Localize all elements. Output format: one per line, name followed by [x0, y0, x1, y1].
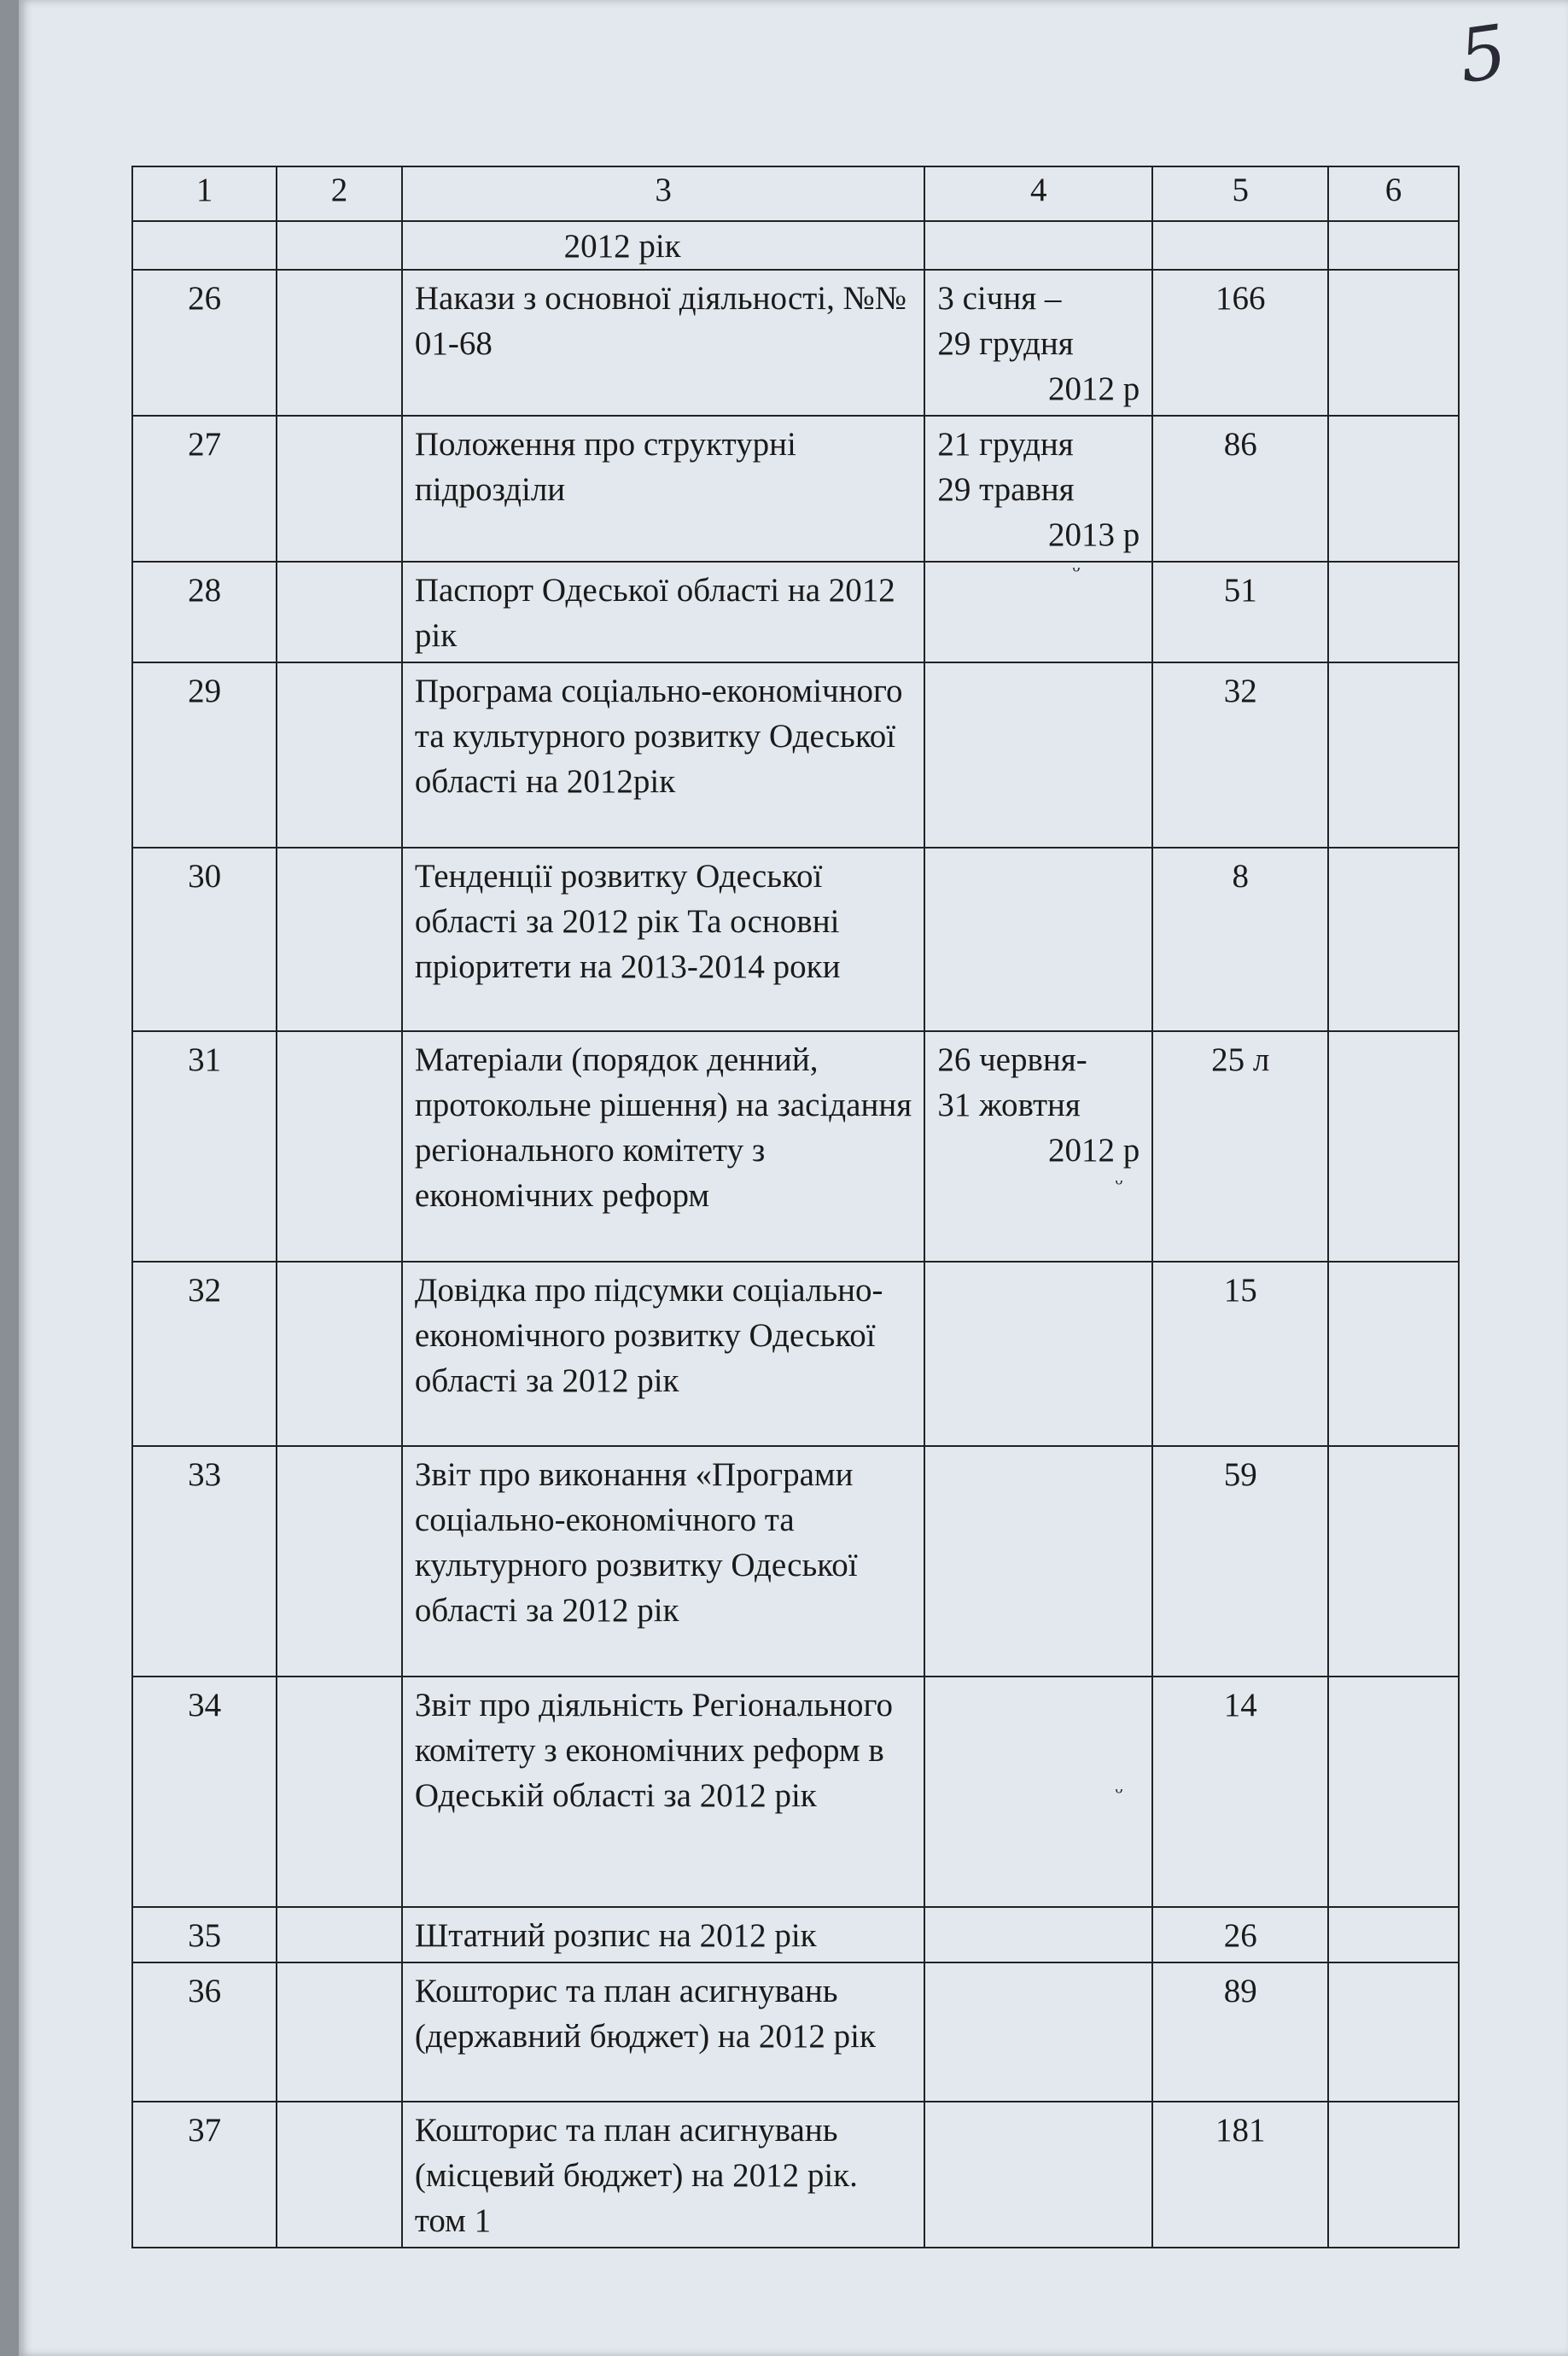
file-number: 32: [132, 1262, 277, 1446]
table-row: [132, 1907, 1459, 1962]
sheet-count: 89: [1152, 1962, 1328, 2102]
file-number: 34: [132, 1677, 277, 1907]
date-start: 26 червня-: [937, 1041, 1087, 1078]
sheet-count: 15: [1152, 1262, 1328, 1446]
column-header: 3: [402, 166, 924, 221]
file-dates: [924, 1677, 1152, 1907]
file-title: Звіт про діяльність Регіонального комітету з економічних реформ в Одеській області за 2012 рік: [402, 1677, 924, 1907]
column-header: 6: [1328, 166, 1459, 221]
date-start: 3 січня –: [937, 280, 1062, 317]
column-header: 1: [132, 166, 277, 221]
year-section-row: [132, 221, 1459, 270]
column-number-row: [132, 166, 1459, 221]
file-title: Штатний розпис на 2012 рік: [402, 1907, 924, 1962]
file-dates: [924, 662, 1152, 848]
file-title: Кошторис та план асигнувань (місцевий бюджет) на 2012 рік. том 1: [402, 2102, 924, 2248]
table-row: [132, 1962, 1459, 2102]
file-title: Паспорт Одеської області на 2012 рік: [402, 562, 924, 662]
date-end: 29 грудня: [937, 325, 1074, 362]
year-label: 2012 рік: [402, 221, 924, 270]
sheet-count: 166: [1152, 270, 1328, 416]
file-dates: [924, 270, 1152, 416]
file-dates: [924, 1962, 1152, 2102]
sheet-count: 86: [1152, 416, 1328, 562]
file-title: Кошторис та план асигнувань (державний бюджет) на 2012 рік: [402, 1962, 924, 2102]
file-dates: [924, 2102, 1152, 2248]
table-row: [132, 270, 1459, 416]
file-title: Накази з основної діяльності, №№ 01-68: [402, 270, 924, 416]
column-header: 5: [1152, 166, 1328, 221]
file-dates: [924, 1907, 1152, 1962]
file-number: 33: [132, 1446, 277, 1677]
file-number: 37: [132, 2102, 277, 2248]
table-row: [132, 1262, 1459, 1446]
file-dates: [924, 416, 1152, 562]
file-number: 35: [132, 1907, 277, 1962]
sheet-count: 14: [1152, 1677, 1328, 1907]
date-year: 2012 р: [1048, 370, 1140, 407]
table-row: [132, 2102, 1459, 2248]
handwritten-page-number: 5: [1454, 9, 1513, 101]
file-number: 31: [132, 1031, 277, 1262]
file-title: Програма соціально-економічного та культурного розвитку Одеської області на 2012рік: [402, 662, 924, 848]
column-header: 4: [924, 166, 1152, 221]
table-row: [132, 662, 1459, 848]
file-dates: [924, 557, 1152, 662]
file-number: 29: [132, 662, 277, 848]
table-row: [132, 1446, 1459, 1677]
file-number: 30: [132, 848, 277, 1031]
file-title: Тенденції розвитку Одеської області за 2012 рік Та основні пріоритети на 2013-2014 роки: [402, 848, 924, 1031]
file-title: Звіт про виконання «Програми соціально-економічного та культурного розвитку Одеської області за 2012 рік: [402, 1446, 924, 1677]
file-dates: [924, 1262, 1152, 1446]
table-row: [132, 416, 1459, 562]
table-row: [132, 848, 1459, 1031]
date-year: 2012 р: [1048, 1132, 1140, 1169]
column-header: 2: [277, 166, 402, 221]
date-end: 31 жовтня: [937, 1087, 1081, 1123]
table-row: [132, 1031, 1459, 1262]
sheet-count: 26: [1152, 1907, 1328, 1962]
date-year: 2013 р: [1048, 516, 1140, 553]
file-title: Довідка про підсумки соціально-економічного розвитку Одеської області за 2012 рік: [402, 1262, 924, 1446]
file-number: 27: [132, 416, 277, 562]
file-dates: [924, 848, 1152, 1031]
file-title: Положення про структурні підрозділи: [402, 416, 924, 562]
table-row: [132, 1677, 1459, 1907]
file-number: 26: [132, 270, 277, 416]
check-mark-icon: ᵕ: [1072, 557, 1081, 585]
check-mark-icon: ᵕ: [1115, 1778, 1123, 1806]
check-mark-icon: ᵕ: [1115, 1169, 1123, 1198]
sheet-count: 181: [1152, 2102, 1328, 2248]
file-register-table: [131, 166, 1460, 2248]
sheet-count: 8: [1152, 848, 1328, 1031]
sheet-count: 51: [1152, 562, 1328, 662]
file-title: Матеріали (порядок денний, протокольне рішення) на засідання регіонального комітету з економічних реформ: [402, 1031, 924, 1262]
table-row: [132, 562, 1459, 662]
file-dates: [924, 1031, 1152, 1262]
sheet-count: 59: [1152, 1446, 1328, 1677]
sheet-count: 32: [1152, 662, 1328, 848]
file-dates: [924, 1446, 1152, 1677]
file-number: 36: [132, 1962, 277, 2102]
file-number: 28: [132, 562, 277, 662]
sheet-count: 25 л: [1152, 1031, 1328, 1262]
document-page: [19, 0, 1568, 2356]
date-end: 29 травня: [937, 471, 1075, 508]
date-start: 21 грудня: [937, 426, 1074, 463]
